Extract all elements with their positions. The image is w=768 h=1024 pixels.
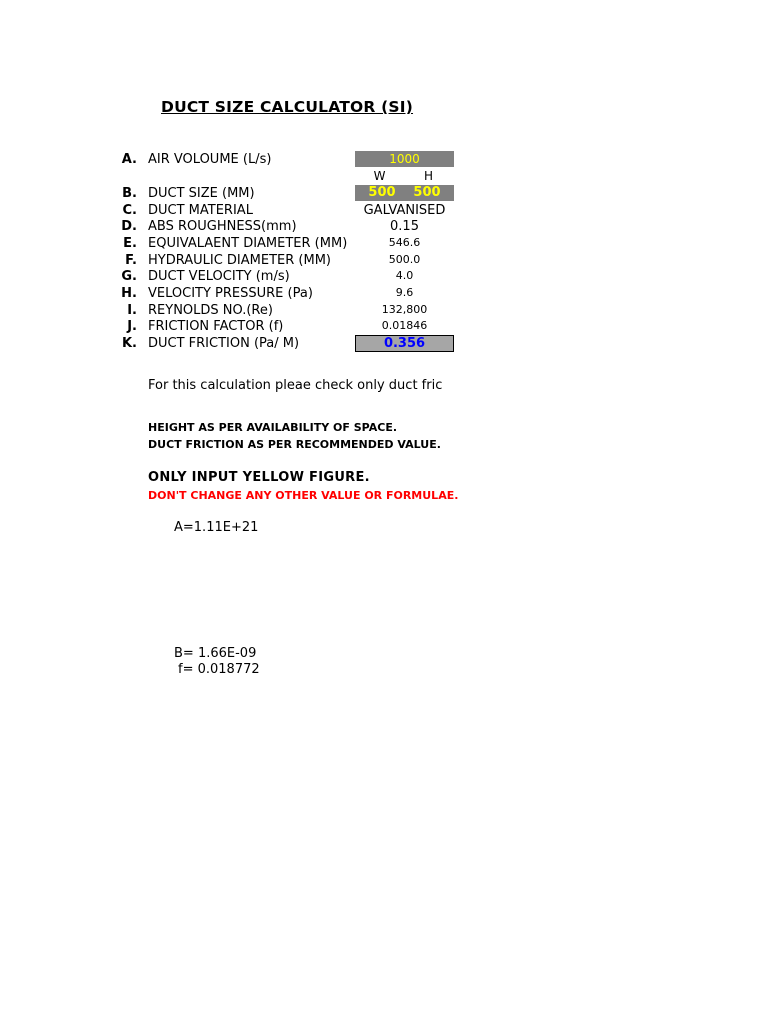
row-value: 546.6	[388, 236, 421, 249]
row-label: DUCT FRICTION (Pa/ M)	[148, 336, 300, 351]
sheet-title: DUCT SIZE CALCULATOR (SI)	[161, 98, 414, 116]
row-label: DUCT MATERIAL	[148, 203, 253, 218]
duct-friction-result: 0.356	[355, 335, 454, 352]
row-velocity-pressure	[0, 286, 460, 302]
row-label: HYDRAULIC DIAMETER (MM)	[148, 253, 331, 268]
row-abs-roughness	[0, 219, 460, 235]
row-letter: J.	[127, 319, 137, 334]
row-label: DUCT VELOCITY (m/s)	[148, 269, 290, 284]
warning-red: DON'T CHANGE ANY OTHER VALUE OR FORMULAE.	[148, 489, 459, 502]
row-label: EQUIVALAENT DIAMETER (MM)	[148, 236, 348, 251]
row-letter: A.	[121, 152, 137, 167]
wh-header	[355, 169, 454, 183]
instruction-line: HEIGHT AS PER AVAILABILITY OF SPACE.	[148, 421, 398, 434]
row-value: 132,800	[381, 303, 428, 316]
row-air-volume	[0, 152, 460, 168]
row-duct-material	[0, 203, 460, 219]
formula-a: A=1.11E+21	[174, 520, 259, 535]
duct-size-inputs	[355, 185, 454, 201]
row-value: 500.0	[388, 253, 421, 266]
row-label: REYNOLDS NO.(Re)	[148, 303, 273, 318]
row-friction-factor	[0, 319, 460, 335]
row-label: ABS ROUGHNESS(mm)	[148, 219, 297, 234]
formula-f: f= 0.018772	[178, 662, 260, 677]
row-letter: E.	[123, 236, 137, 251]
row-label: DUCT SIZE (MM)	[148, 186, 255, 201]
row-label: VELOCITY PRESSURE (Pa)	[148, 286, 313, 301]
row-equivalent-diameter	[0, 236, 460, 252]
row-letter: K.	[121, 336, 137, 351]
air-volume-input[interactable]: 1000	[355, 151, 454, 167]
row-letter: D.	[121, 219, 137, 234]
formula-b: B= 1.66E-09	[174, 646, 257, 661]
row-hydraulic-diameter	[0, 253, 460, 269]
height-header: H	[423, 169, 434, 183]
row-duct-size	[0, 186, 460, 202]
duct-width-input[interactable]: 500	[368, 185, 396, 200]
row-duct-friction	[0, 336, 460, 352]
row-label: AIR VOLOUME (L/s)	[148, 152, 272, 167]
row-value: GALVANISED	[363, 203, 446, 218]
width-header: W	[373, 169, 386, 183]
row-letter: B.	[122, 186, 137, 201]
row-letter: C.	[122, 203, 137, 218]
row-value: 4.0	[395, 269, 414, 282]
row-letter: I.	[127, 303, 137, 318]
row-value: 9.6	[395, 286, 414, 299]
row-letter: H.	[121, 286, 137, 301]
row-letter: F.	[125, 253, 137, 268]
warning-heading: ONLY INPUT YELLOW FIGURE.	[148, 470, 370, 485]
calculation-note: For this calculation pleae check only duct fric	[148, 378, 443, 393]
row-label: FRICTION FACTOR (f)	[148, 319, 284, 334]
row-letter: G.	[121, 269, 137, 284]
row-duct-velocity	[0, 269, 460, 285]
instruction-line: DUCT FRICTION AS PER RECOMMENDED VALUE.	[148, 438, 441, 451]
row-value: 0.15	[390, 219, 419, 234]
row-reynolds	[0, 303, 460, 319]
row-value: 0.01846	[381, 319, 428, 332]
duct-height-input[interactable]: 500	[413, 185, 441, 200]
